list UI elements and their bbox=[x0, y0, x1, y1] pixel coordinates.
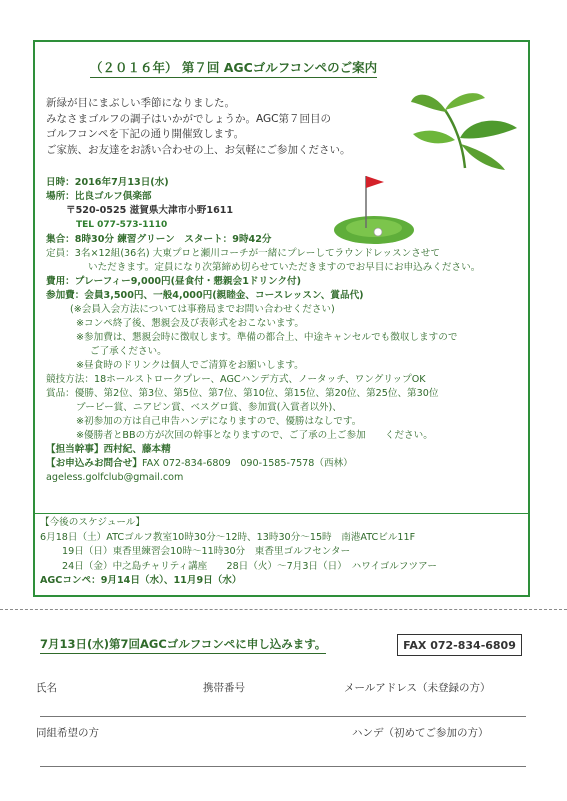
prize-note: ※優勝者とBBの方が次回の幹事となりますので、ご了承の上ご参加 ください。 bbox=[76, 430, 433, 441]
contact-label: 【お申込みお問合せ】 bbox=[46, 458, 142, 469]
note-item: ※参加費は、懇親会時に徴収します。準備の都合上、中途キャンセルでも徴収しますので bbox=[76, 332, 458, 343]
schedule-item: 24日（金）中之島チャリティ講座 28日（火）～7月3日（日） ハワイゴルフツアー bbox=[62, 560, 437, 572]
intro-line: ご家族、お友達をお誘い合わせの上、お気軽にご参加ください。 bbox=[46, 143, 351, 156]
schedule-list bbox=[40, 516, 437, 589]
schedule-heading: 【今後のスケジュール】 bbox=[40, 517, 145, 528]
event-rules: 競技方法：18ホールストロークプレー、AGCハンデ方式、ノータッチ、ワングリップOK bbox=[46, 374, 426, 385]
form-rule-1[interactable] bbox=[40, 716, 526, 717]
event-details bbox=[46, 176, 480, 485]
apply-title: 7月13日(水)第7回AGCゴルフコンペに申し込みます。 bbox=[40, 636, 326, 654]
schedule-item: 19日（日）東香里練習会10時～11時30分 東香里ゴルフセンター bbox=[62, 546, 351, 557]
email-label: メールアドレス（未登録の方） bbox=[344, 682, 491, 694]
handicap-label: ハンデ（初めてご参加の方） bbox=[352, 727, 489, 739]
event-capacity: 定員：3名×12組(36名) 大東プロと瀬川コーチが一緒にプレーしてラウンドレッスンさせて bbox=[46, 248, 440, 259]
prize-note: ※初参加の方は自己申告ハンデになりますので、優勝はなしです。 bbox=[76, 416, 362, 427]
intro-text bbox=[46, 96, 351, 158]
event-date: 日時：2016年7月13日(水) bbox=[46, 177, 169, 188]
note-item: ※昼食時のドリンクは個人でご清算をお願いします。 bbox=[76, 360, 304, 371]
event-place: 場所：比良ゴルフ倶楽部 bbox=[46, 191, 152, 202]
contact-email[interactable]: ageless.golfclub@gmail.com bbox=[46, 472, 184, 483]
form-rule-2[interactable] bbox=[40, 766, 526, 767]
phone-label: 携帯番号 bbox=[203, 682, 245, 694]
intro-line: 新緑が目にまぶしい季節になりました。 bbox=[46, 97, 235, 109]
event-meeting: 集合：8時30分 練習グリーン スタート：9時42分 bbox=[46, 234, 272, 245]
name-label: 氏名 bbox=[36, 682, 57, 694]
event-contact bbox=[46, 457, 480, 471]
leaf-illustration bbox=[405, 88, 525, 170]
cut-line bbox=[0, 609, 567, 610]
intro-line: みなさまゴルフの調子はいかがでしょうか。AGC第７回目の bbox=[46, 112, 331, 125]
event-prizes-cont: ブービー賞、ニアピン賞、ベスグロ賞、参加賞(入賞者以外)、 bbox=[76, 402, 342, 413]
contact-numbers: FAX 072-834-6809 090-1585-7578（西林） bbox=[141, 458, 353, 469]
schedule-item: AGCコンペ：9月14日（水）、11月9日（水） bbox=[40, 575, 242, 586]
note-item: (※会員入会方法については事務局までお問い合わせください) bbox=[70, 304, 335, 315]
note-item: ※コンペ終了後、懇親会及び表彰式をおこないます。 bbox=[76, 318, 304, 329]
event-prizes: 賞品：優勝、第2位、第3位、第5位、第7位、第10位、第15位、第20位、第25位、第30位 bbox=[46, 388, 439, 399]
page-title: （２０１６年） 第７回 AGCゴルフコンペのご案内 bbox=[90, 58, 377, 78]
event-participation: 参加費：会員3,500円、一般4,000円(親睦金、コースレッスン、賞品代) bbox=[46, 290, 364, 301]
note-item: ご了承ください。 bbox=[90, 346, 167, 357]
event-tel: TEL 077-573-1110 bbox=[76, 220, 168, 230]
event-organizers: 【担当幹事】西村紀、藤本精 bbox=[46, 444, 171, 455]
schedule-item: 6月18日（土）ATCゴルフ教室10時30分～12時、13時30分～15時 南港ATCビル11F bbox=[40, 531, 416, 543]
fax-number-box: FAX 072-834-6809 bbox=[397, 634, 522, 656]
event-fee: 費用：プレーフィー9,000円(昼食付・懇親会1ドリンク付) bbox=[46, 276, 302, 287]
event-capacity-cont: いただきます。定員になり次第締め切らせていただきますのでお早目にお申込みください。 bbox=[88, 262, 481, 273]
partner-label: 同組希望の方 bbox=[36, 727, 99, 739]
intro-line: ゴルフコンペを下記の通り開催致します。 bbox=[46, 128, 245, 140]
event-address: 〒520-0525 滋賀県大津市小野1611 bbox=[66, 205, 234, 216]
